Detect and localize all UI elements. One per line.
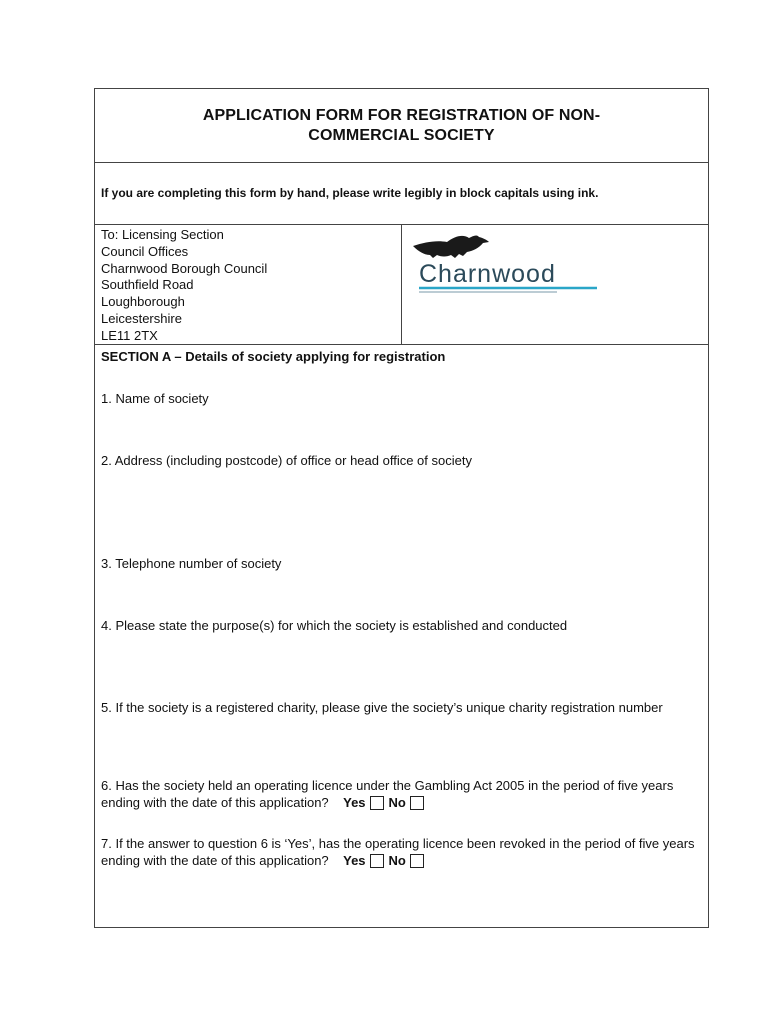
application-form xyxy=(94,88,709,928)
address-line: Loughborough xyxy=(101,294,185,310)
question-5: 5. If the society is a registered charity, please give the society’s unique charity registration number xyxy=(101,700,663,715)
question-7 xyxy=(101,835,701,869)
q7-yes-label: Yes xyxy=(343,853,366,868)
address-cell xyxy=(95,225,402,345)
address-line: Leicestershire xyxy=(101,310,182,326)
instruction-cell xyxy=(95,163,708,225)
q6-yes-checkbox[interactable] xyxy=(370,796,384,810)
address-line: Charnwood Borough Council xyxy=(101,260,268,276)
address-line: To: Licensing Section xyxy=(101,227,224,242)
form-title: APPLICATION FORM FOR REGISTRATION OF NON-COMMERCIAL SOCIETY xyxy=(202,106,601,144)
title-cell xyxy=(95,89,708,163)
question-4: 4. Please state the purpose(s) for which the society is established and conducted xyxy=(101,618,568,633)
q6-no-label: No xyxy=(388,795,406,810)
recipient-address xyxy=(101,227,267,345)
section-a-title: SECTION A – Details of society applying for registration xyxy=(101,349,446,364)
address-line: Southfield Road xyxy=(101,277,194,293)
logo-text: Charnwood xyxy=(419,260,556,288)
question-2: 2. Address (including postcode) of office or head office of society xyxy=(101,453,472,468)
question-7-text: 7. If the answer to question 6 is ‘Yes’, has the operating licence been revoked in the period of five years ending with the date of this application? xyxy=(101,836,695,868)
question-3: 3. Telephone number of society xyxy=(101,556,282,571)
q7-yes-checkbox[interactable] xyxy=(370,854,384,868)
question-1: 1. Name of society xyxy=(101,391,209,406)
section-a xyxy=(95,345,708,927)
q6-yes-label: Yes xyxy=(343,795,366,810)
q6-no-checkbox[interactable] xyxy=(410,796,424,810)
instruction-text: If you are completing this form by hand, please write legibly in block capitals using ink. xyxy=(101,186,599,200)
question-6-text: 6. Has the society held an operating licence under the Gambling Act 2005 in the period of five years ending with the date of this application? xyxy=(101,778,674,810)
charnwood-logo xyxy=(407,228,607,298)
q7-no-checkbox[interactable] xyxy=(410,854,424,868)
question-6 xyxy=(101,777,701,811)
address-line: Council Offices xyxy=(101,243,189,259)
logo-cell xyxy=(402,225,708,345)
fox-icon xyxy=(413,235,489,258)
address-line: LE11 2TX xyxy=(101,327,158,343)
q7-no-label: No xyxy=(388,853,406,868)
